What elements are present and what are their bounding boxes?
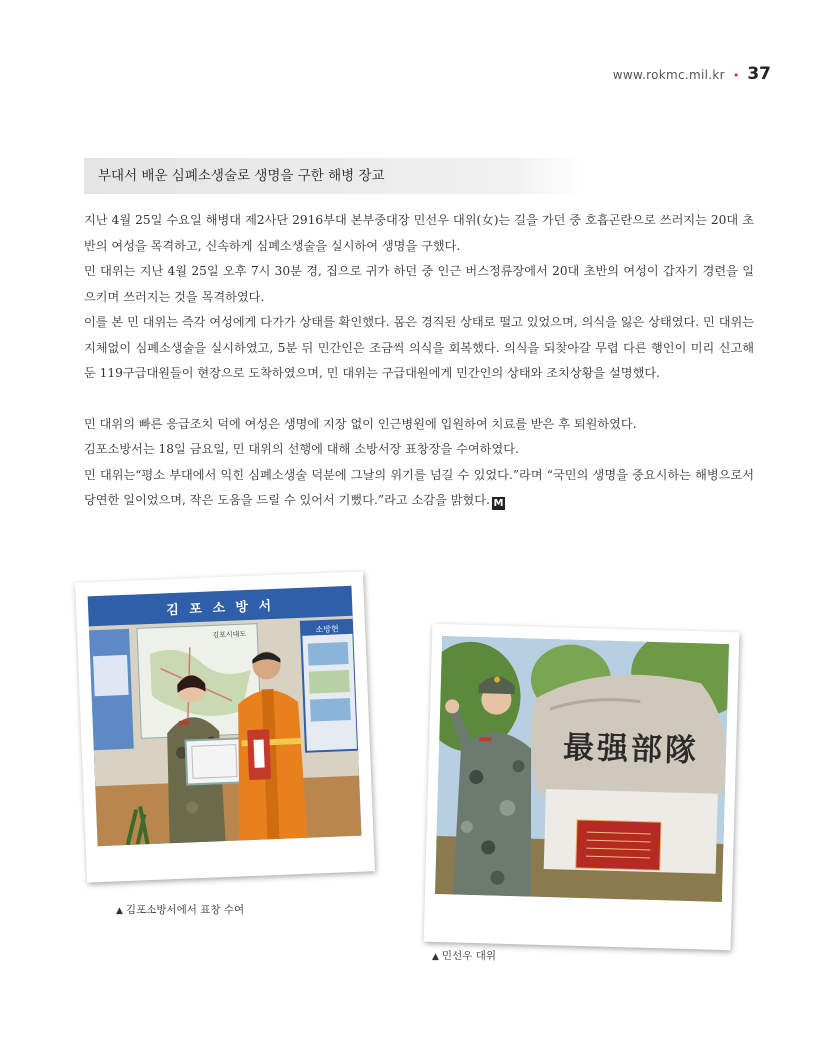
caption-triangle-icon: ▲	[116, 906, 123, 916]
photo-award-ceremony	[75, 571, 375, 882]
photo2-caption	[432, 948, 496, 963]
caption-triangle-icon: ▲	[432, 952, 439, 962]
paragraph: 민 대위는 지난 4월 25일 오후 7시 30분 경, 집으로 귀가 하던 중 인근 버스정류장에서 20대 초반의 여성이 갑자기 경련을 일으키며 쓰러지는 것을 목격하였다.	[84, 264, 754, 304]
caption-text: 민선우 대위	[441, 950, 496, 962]
banner-text: 김 포 소 방 서	[166, 598, 275, 619]
page-number: 37	[747, 64, 771, 84]
header-bullet: •	[732, 69, 740, 82]
paragraph-last	[84, 463, 754, 514]
board-left-text: 김포시대도	[212, 630, 247, 640]
caption-text: 김포소방서에서 표창 수여	[125, 904, 245, 916]
officer-scene-illustration	[435, 636, 729, 902]
stone-text: 最强部隊	[562, 729, 700, 770]
article-body	[84, 208, 754, 514]
photo-officer-image	[435, 636, 729, 902]
section-title: 부대서 배운 심폐소생술로 생명을 구한 해병 장교	[84, 158, 582, 194]
paragraph: 지난 4월 25일 수요일 해병대 제2사단 2916부대 본부중대장 민선우 대위(女)는 길을 가던 중 호흡곤란으로 쓰러지는 20대 초반의 여성을 목격하고, 신속하게 심폐소생술을 실시하여 생명을 구했다.	[84, 213, 754, 253]
page-header	[613, 64, 771, 84]
paragraph: 이를 본 민 대위는 즉각 여성에게 다가가 상태를 확인했다. 몸은 경직된 상태로 떨고 있었으며, 의식을 잃은 상태였다. 민 대위는 지체없이 심폐소생술을 실시하였고, 5분 뒤 민간인은 조금씩 의식을 회복했다. 의식을 되찾아갈 무렵 다른 행인이 미리 신고해 둔 119구급대원들이 현장으로 도착하였으며, 민 대위는 구급대원에게 민간인의 상태와 조치상황을 설명했다.	[84, 315, 755, 380]
photo1-caption	[116, 902, 244, 917]
photo-officer	[424, 624, 740, 950]
board-right-text: 소방현	[315, 624, 339, 635]
site-url: www.rokmc.mil.kr	[612, 68, 725, 82]
paragraph-text: 민 대위는“평소 부대에서 익힌 심폐소생술 덕분에 그날의 위기를 넘길 수 있었다.”라며 “국민의 생명을 중요시하는 해병으로서 당연한 일이었으며, 작은 도움을 드릴 수 있어서 기뻤다.”라고 소감을 밝혔다.	[84, 467, 754, 507]
paragraph: 김포소방서는 18일 금요일, 민 대위의 선행에 대해 소방서장 표창장을 수여하였다.	[84, 442, 519, 456]
paragraph: 민 대위의 빠른 응급조치 덕에 여성은 생명에 지장 없이 인근병원에 입원하여 치료를 받은 후 퇴원하였다.	[84, 416, 637, 431]
end-mark-icon: M	[493, 498, 504, 509]
award-scene-illustration	[88, 586, 362, 846]
photo-award-image	[88, 586, 362, 846]
